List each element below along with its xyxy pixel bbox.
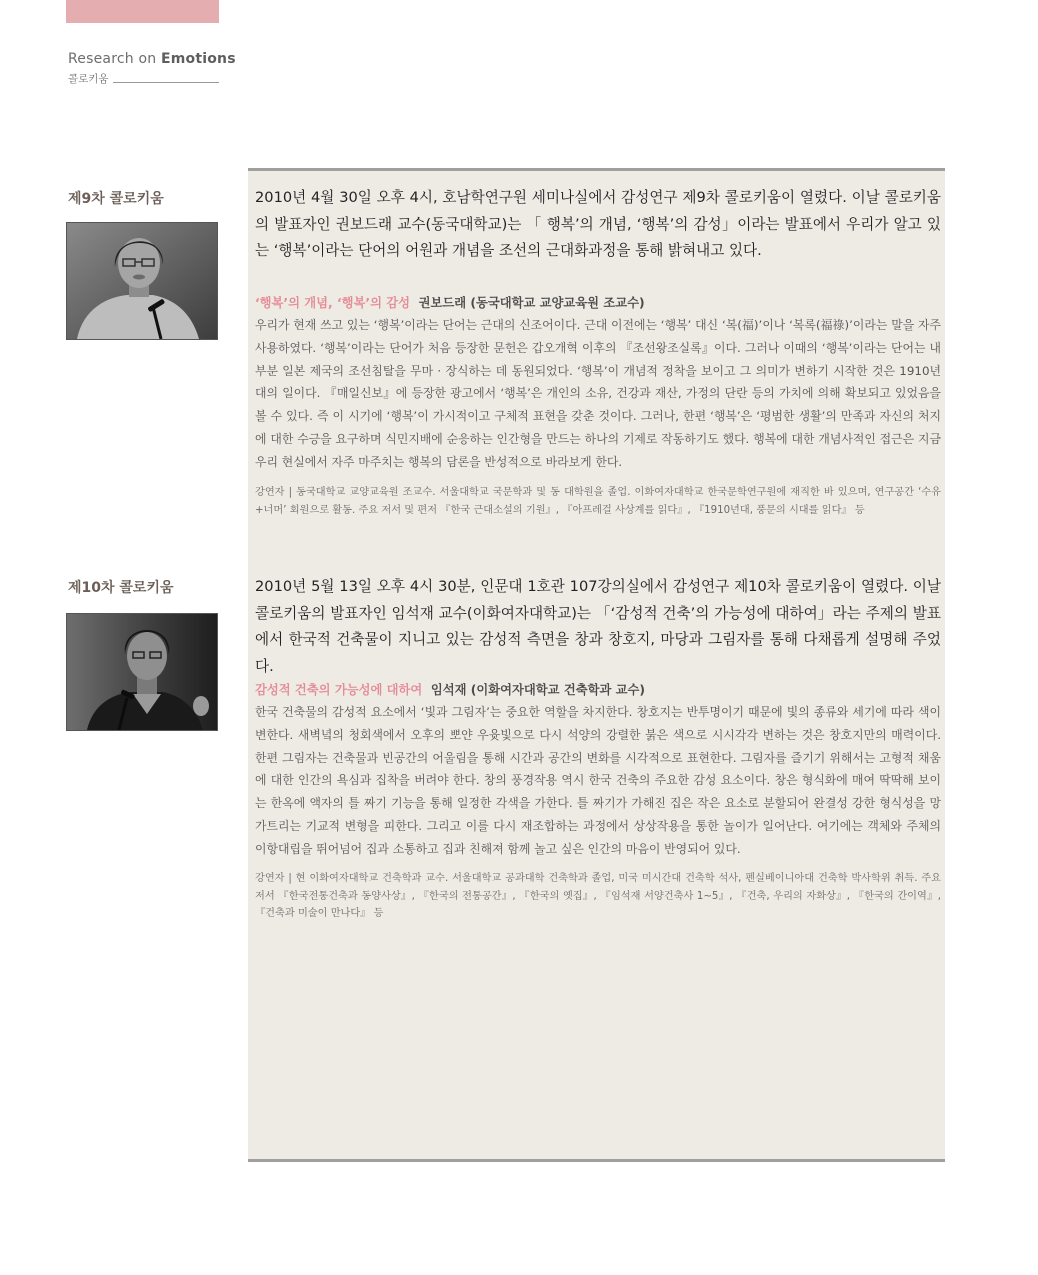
series-title-prefix: Research on	[68, 51, 161, 67]
talk-body-1: 우리가 현재 쓰고 있는 ‘행복’이라는 단어는 근대의 신조어이다. 근대 이전에는 ‘행복’ 대신 ‘복(福)’이나 ‘복록(福祿)’이라는 말을 자주 사용하였다. ‘행복’이라는 단어가 처음 등장한 문헌은 갑오개혁 이후의 『조선왕조실록』이다. 그러나 이때의 ‘행복’이라는 단어는 내부분 일본 제국의 조선침탈을 무마 · 장식하는 데 동원되었다. ‘행복’이 개념적 정착을 보이고 그 의미가 변하기 시작한 것은 1910년대의 일이다. 『매일신보』에 등장한 광고에서 ‘행복’은 개인의 소유, 건강과 재산, 가정의 단란 등의 가치에 의해 확보되고 있었음을 볼 수 있다. 즉 이 시기에 ‘행복’이 가시적이고 구체적 표현을 갖춘 것이다. 그러나, 한편 ‘행복’은 ‘평범한 생활’의 만족과 자신의 처지에 대한 수긍을 요구하며 식민지배에 순응하는 인간형을 만드는 하나의 기제로 작동하기도 했다. 행복에 대한 개념사적인 접근은 지금 우리 현실에서 자주 마주치는 행복의 담론을 반성적으로 바라보게 한다.	[255, 318, 941, 469]
series-subtitle	[68, 71, 219, 86]
talk-heading-2	[255, 680, 645, 698]
section-label-9: 제9차 콜로키움	[68, 191, 164, 207]
talk-speaker-2: 임석재 (이화여자대학교 건축학과 교수)	[430, 683, 645, 697]
talk-title-1: ‘행복’의 개념, ‘행복’의 감성	[255, 296, 410, 310]
talk-title-2: 감성적 건축의 가능성에 대하여	[255, 683, 423, 697]
talk-speaker-1: 권보드래 (동국대학교 교양교육원 조교수)	[418, 296, 645, 310]
speaker-photo-2	[66, 613, 218, 731]
header-color-block	[66, 0, 219, 23]
speaker-photo-1	[66, 222, 218, 340]
subtitle-rule	[113, 82, 219, 83]
section-lead-2: 2010년 5월 13일 오후 4시 30분, 인문대 1호관 107강의실에서 감성연구 제10차 콜로키움이 열렸다. 이날 콜로키움의 발표자인 임석재 교수(이화여자대학교)는 「‘감성적 건축’의 가능성에 대하여」라는 주제의 발표에서 한국적 건축물이 지니고 있는 감성적 측면을 창과 창호지, 마당과 그림자를 통해 다채롭게 설명해 주었다.	[255, 578, 941, 675]
speaker-bio-2: 강연자 | 현 이화여자대학교 건축학과 교수. 서울대학교 공과대학 건축학과 졸업, 미국 미시간대 건축학 석사, 펜실베이니아대 건축학 박사학위 취득. 주요 저서 『한국전통건축과 동양사상』, 『한국의 전통공간』, 『한국의 옛집』, 『임석재 서양건축사 1~5』, 『건축, 우리의 자화상』, 『한국의 간이역』, 『건축과 미술이 만나다』 등	[255, 873, 941, 919]
speaker-bio-1: 강연자 | 동국대학교 교양교육원 조교수. 서울대학교 국문학과 및 동 대학원을 졸업. 이화여자대학교 한국문학연구원에 재직한 바 있으며, 연구공간 ‘수유+너머’ 회원으로 활동. 주요 저서 및 편저 『한국 근대소설의 기원』, 『아프레걸 사상계를 읽다』, 『1910년대, 풍문의 시대를 읽다』 등	[255, 487, 941, 516]
section-label-10: 제10차 콜로키움	[68, 580, 174, 596]
section-lead-1: 2010년 4월 30일 오후 4시, 호남학연구원 세미나실에서 감성연구 제9차 콜로키움이 열렸다. 이날 콜로키움의 발표자인 권보드래 교수(동국대학교)는 「 행복’의 개념, ‘행복’의 감성」이라는 발표에서 우리가 알고 있는 ‘행복’이라는 단어의 어원과 개념을 조선의 근대화과정을 통해 밝혀내고 있다.	[255, 189, 941, 260]
series-title	[68, 51, 236, 67]
talk-body-2: 한국 건축물의 감성적 요소에서 ‘빛과 그림자’는 중요한 역할을 차지한다. 창호지는 반투명이기 때문에 빛의 종류와 세기에 따라 색이 변한다. 새벽녘의 청회색에서 오후의 뽀얀 우윳빛으로 다시 석양의 강렬한 붉은 색으로 시시각각 변하는 것은 창호지만의 매력이다. 한편 그림자는 건축물과 빈공간의 어울림을 통해 시간과 공간의 변화를 시각적으로 표현한다. 그림자를 즐기기 위해서는 고형적 채움에 대한 인간의 욕심과 집착을 버려야 한다. 창의 풍경작용 역시 한국 건축의 주요한 감성 요소이다. 창은 형식화에 매여 딱딱해 보이는 한옥에 액자의 틀 짜기 기능을 통해 일정한 각색을 가한다. 틀 짜기가 가해진 집은 작은 요소로 분할되어 완결성 강한 형식성을 망가트리는 기교적 변형을 피한다. 그리고 이를 다시 재조합하는 과정에서 상상작용을 통한 놀이가 일어난다. 여기에는 객체와 주체의 이항대립을 뛰어넘어 집과 소통하고 집과 친해져 함께 놀고 싶은 인간의 마음이 반영되어 있다.	[255, 705, 941, 856]
talk-heading-1	[255, 293, 645, 311]
series-subtitle-text: 콜로키움	[68, 73, 109, 85]
series-title-bold: Emotions	[160, 51, 236, 67]
